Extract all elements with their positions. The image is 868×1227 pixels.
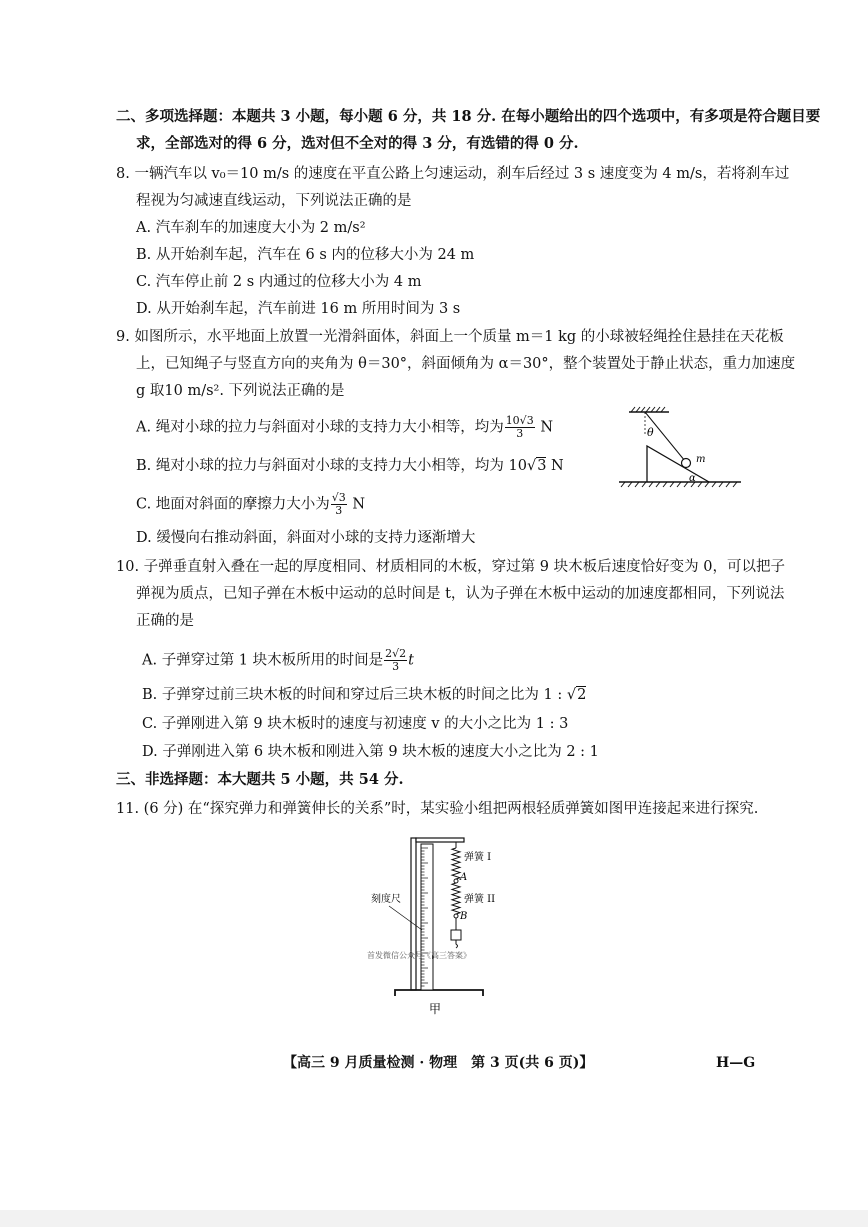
- bottom-margin-strip: [0, 1210, 868, 1227]
- q9-stem-line3: g 取10 m/s². 下列说法正确的是: [136, 383, 345, 399]
- ball: [682, 459, 691, 468]
- spring-2: [452, 883, 460, 914]
- footer-page-info: 【高三 9 月质量检测 · 物理 第 3 页(共 6 页)】: [283, 1055, 594, 1071]
- section-2-heading-cont: 求，全部选对的得 6 分，选对但不全对的得 3 分，有选错的得 0 分.: [136, 135, 579, 152]
- q8-stem-line1: 8. 一辆汽车以 v₀＝10 m/s 的速度在平直公路上匀速运动，刹车后经过 3 s 速度变为 4 m/s，若将刹车过: [116, 166, 790, 182]
- q10-option-a-numerator: 2√2: [385, 647, 407, 660]
- spring-2-label: 弹簧 II: [464, 894, 496, 905]
- q10-option-a-unit: t: [408, 652, 414, 669]
- mass-label: m: [696, 454, 706, 465]
- footer-code: H—G: [716, 1055, 756, 1071]
- q9-option-a[interactable]: [136, 415, 553, 440]
- q10-option-a-text: A. 子弹穿过第 1 块木板所用的时间是: [142, 652, 384, 669]
- q8-option-b[interactable]: B. 从开始刹车起，汽车在 6 s 内的位移大小为 24 m: [136, 247, 475, 263]
- spring-1-label: 弹簧 I: [464, 852, 492, 863]
- q10-option-c[interactable]: C. 子弹刚进入第 9 块木板时的速度与初速度 v 的大小之比为 1 : 3: [142, 716, 569, 732]
- section-2-heading: 二、多项选择题：本题共 3 小题，每小题 6 分，共 18 分. 在每小题给出的四个选项中，有多项是符合题目要: [116, 108, 821, 125]
- q9-option-c-text: C. 地面对斜面的摩擦力大小为: [136, 496, 330, 513]
- q9-option-a-text: A. 绳对小球的拉力与斜面对小球的支持力大小相等，均为: [136, 419, 504, 436]
- q9-option-c-unit: N: [352, 496, 366, 513]
- point-a-label: A: [460, 872, 468, 883]
- q9-option-b[interactable]: B. 绳对小球的拉力与斜面对小球的支持力大小相等，均为 10√3 N: [136, 458, 564, 474]
- ruler-pointer: [389, 906, 422, 930]
- q11-spring-figure: [355, 830, 515, 1020]
- q9-option-a-numerator: 10√3: [505, 414, 534, 427]
- q9-option-c-numerator: √3: [331, 491, 346, 504]
- stand-arm: [416, 838, 464, 842]
- stand-base: [395, 990, 483, 996]
- q9-option-b-radicand: 3: [537, 458, 547, 474]
- point-b: [454, 914, 458, 918]
- q8-stem-line2: 程视为匀减速直线运动，下列说法正确的是: [136, 193, 412, 209]
- q9-option-a-denominator: 3: [516, 427, 524, 440]
- point-a: [454, 879, 458, 883]
- point-b-label: B: [460, 911, 468, 922]
- q9-stem-line1: 9. 如图所示，水平地面上放置一光滑斜面体，斜面上一个质量 m＝1 kg 的小球被轻绳拴住悬挂在天花板: [116, 329, 784, 345]
- q10-stem-line2: 弹视为质点，已知子弹在木板中运动的总时间是 t，认为子弹在木板中运动的加速度都相同，下列说法: [136, 586, 785, 602]
- q10-option-a[interactable]: [142, 648, 414, 673]
- q10-option-a-fraction: [384, 648, 407, 673]
- q8-option-c[interactable]: C. 汽车停止前 2 s 内通过的位移大小为 4 m: [136, 274, 422, 290]
- q10-stem-line3: 正确的是: [136, 613, 194, 629]
- q9-option-a-fraction: [505, 415, 535, 440]
- q8-option-d[interactable]: D. 从开始刹车起，汽车前进 16 m 所用时间为 3 s: [136, 301, 461, 317]
- q9-incline-figure: [615, 402, 755, 492]
- ruler-label: 刻度尺: [371, 894, 401, 905]
- weight-block: [451, 930, 461, 940]
- q10-option-b-radicand: 2: [577, 687, 587, 703]
- q9-option-c-denominator: 3: [335, 504, 343, 517]
- q9-option-d[interactable]: D. 缓慢向右推动斜面，斜面对小球的支持力逐渐增大: [136, 530, 476, 546]
- q9-option-b-unit: N: [551, 458, 564, 474]
- figure-caption: 甲: [429, 1002, 442, 1016]
- q8-option-a[interactable]: A. 汽车刹车的加速度大小为 2 m/s²: [136, 220, 366, 236]
- q10-option-b-text: B. 子弹穿过前三块木板的时间和穿过后三块木板的时间之比为 1 :: [142, 687, 567, 703]
- section-3-heading: 三、非选择题：本大题共 5 小题，共 54 分.: [116, 771, 404, 788]
- q11-stem-line1: 11. (6 分) 在“探究弹力和弹簧伸长的关系”时，某实验小组把两根轻质弹簧如图甲连接起来进行探究.: [116, 801, 759, 817]
- alpha-label: α: [689, 473, 696, 484]
- q9-option-a-unit: N: [540, 419, 553, 436]
- q10-stem-line1: 10. 子弹垂直射入叠在一起的厚度相同、材质相同的木板，穿过第 9 块木板后速度恰好变为 0，可以把子: [116, 559, 785, 575]
- spring-1: [452, 848, 460, 879]
- q9-option-b-text: B. 绳对小球的拉力与斜面对小球的支持力大小相等，均为 10: [136, 458, 527, 474]
- q9-option-c[interactable]: [136, 492, 365, 517]
- q10-option-b[interactable]: B. 子弹穿过前三块木板的时间和穿过后三块木板的时间之比为 1 : √2: [142, 687, 587, 703]
- weight-hook: [456, 940, 458, 948]
- theta-label: θ: [647, 426, 654, 439]
- q9-option-c-fraction: [331, 492, 347, 517]
- q10-option-d[interactable]: D. 子弹刚进入第 6 块木板和刚进入第 9 块木板的速度大小之比为 2 : 1: [142, 744, 599, 760]
- q9-stem-line2: 上，已知绳子与竖直方向的夹角为 θ＝30°，斜面倾角为 α＝30°，整个装置处于静止状态，重力加速度: [136, 356, 796, 372]
- watermark: 首发微信公众号《高三答案》: [367, 951, 471, 960]
- q10-option-a-denominator: 3: [392, 660, 400, 673]
- stand-pole: [411, 838, 416, 990]
